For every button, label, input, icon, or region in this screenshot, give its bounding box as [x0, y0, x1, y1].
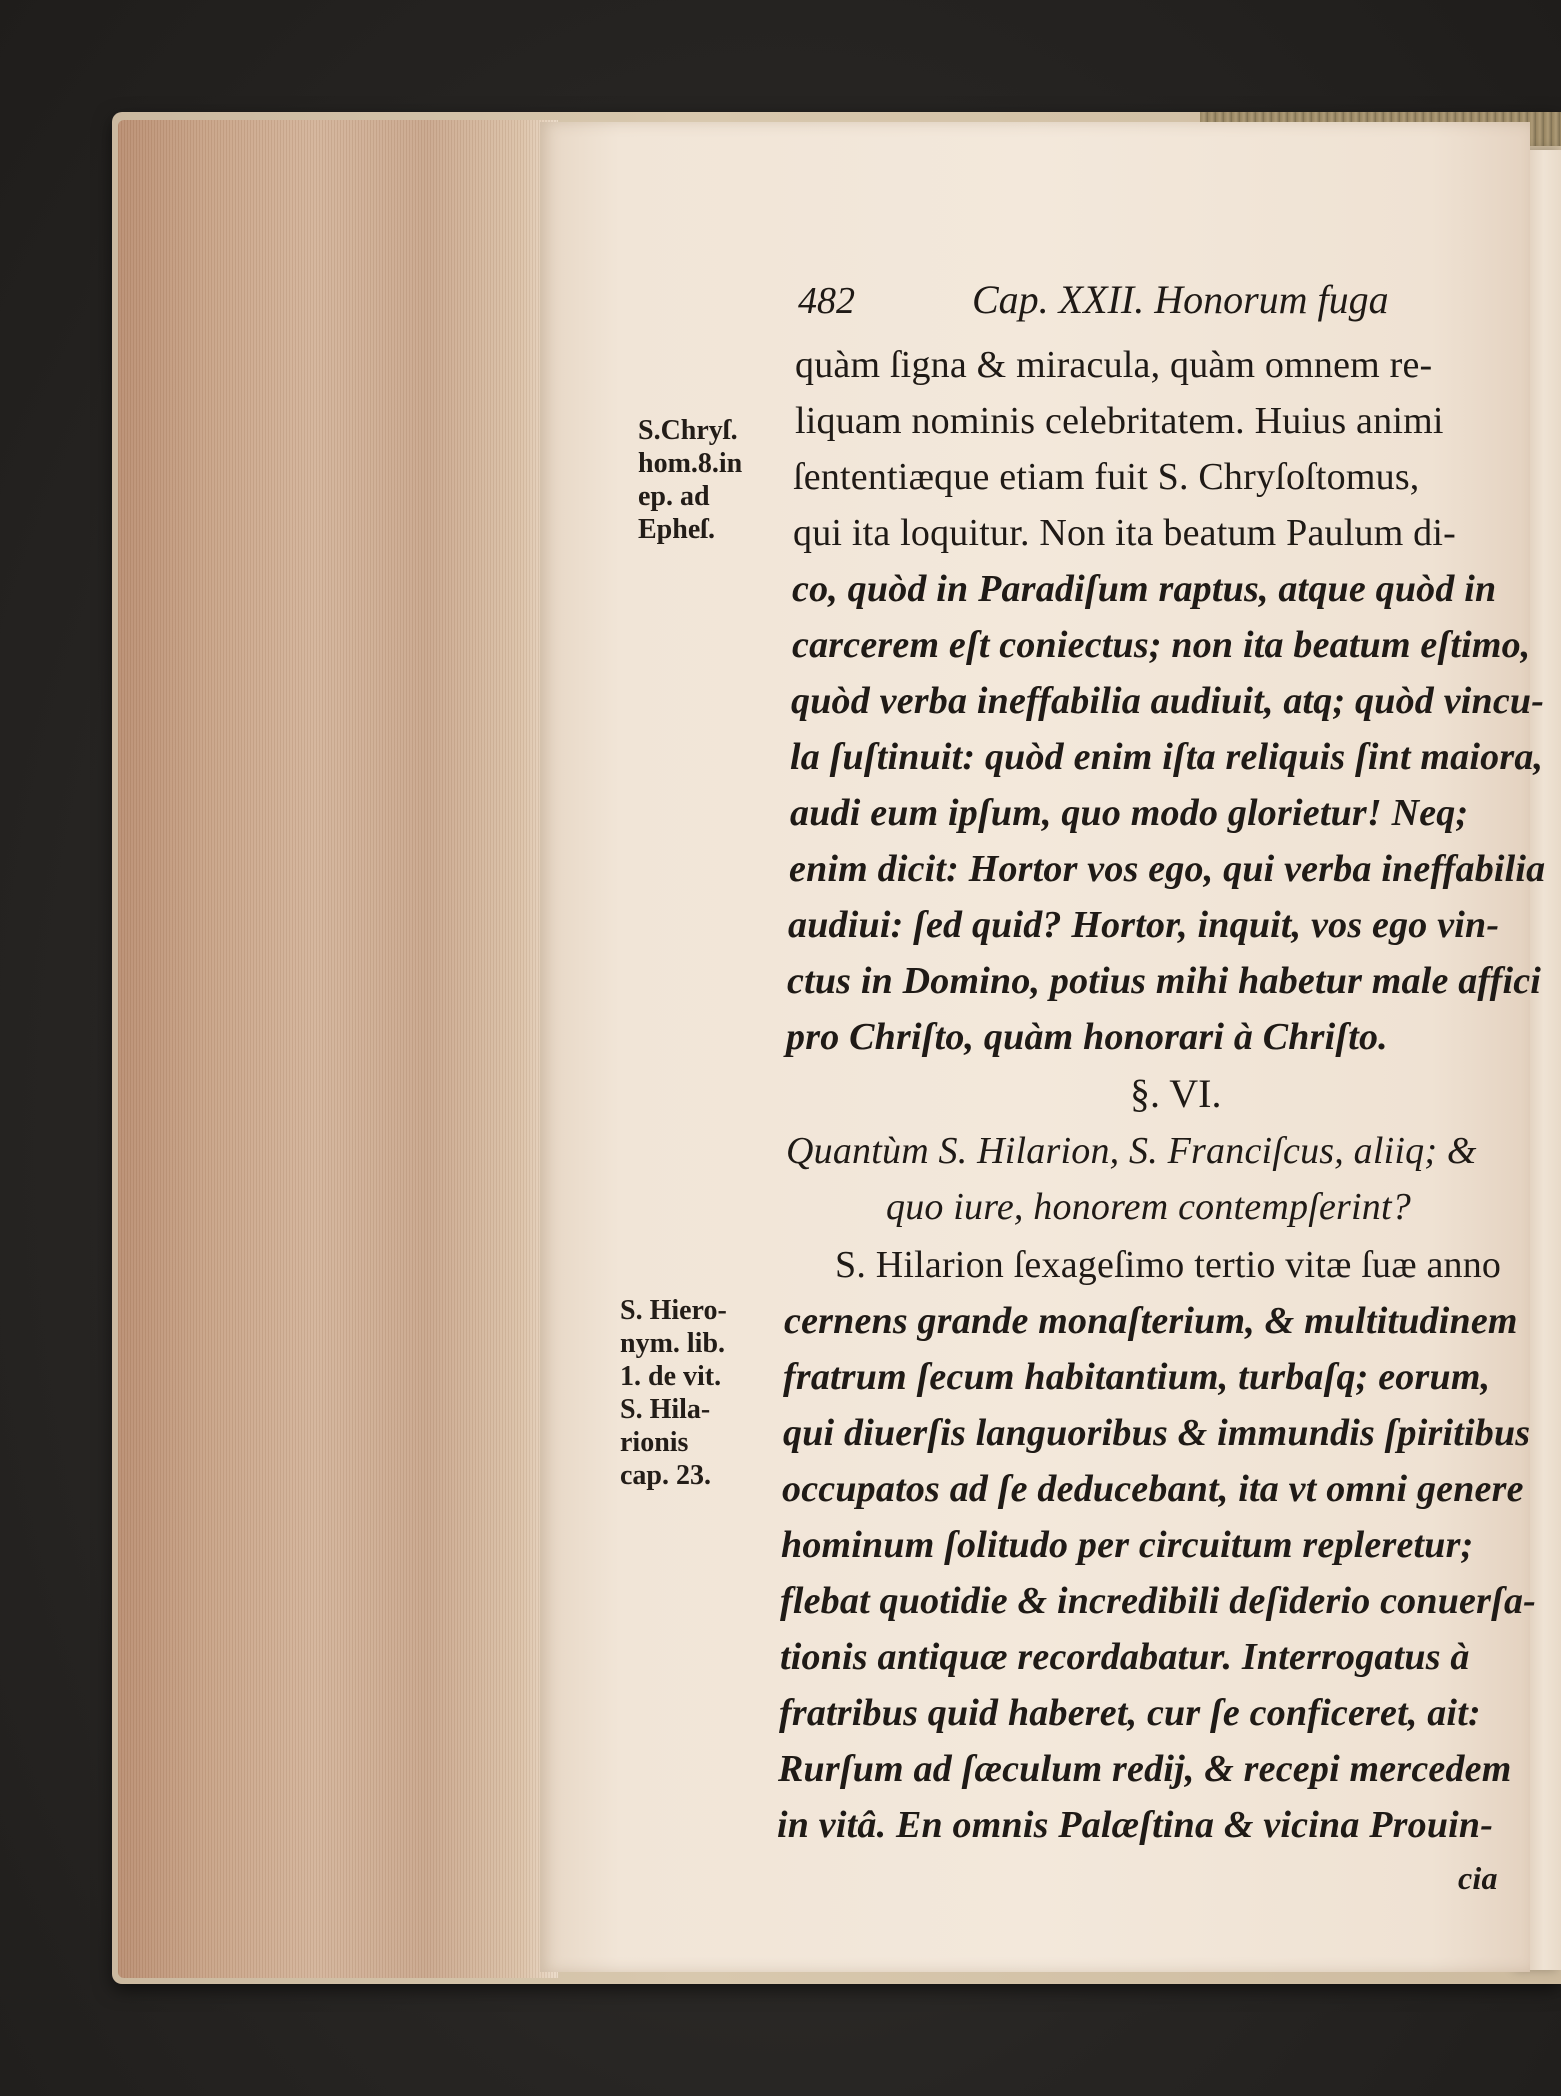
body-line-2: liquam nominis celebritatem. Huius animi	[795, 400, 1444, 442]
page-edges	[118, 120, 558, 1978]
body-line-13: pro Chriſto, quàm honorari à Chriſto.	[786, 1016, 1388, 1058]
body-line-6: carcerem eſt coniectus; non ita beatum eſtimo,	[792, 624, 1531, 666]
body2-line-6: hominum ſolitudo per circuitum repleretur;	[781, 1524, 1474, 1566]
body-line-9: audi eum ipſum, quo modo glorietur! Neq;	[790, 792, 1469, 834]
book-page	[540, 122, 1546, 1972]
page-number: 482	[798, 280, 855, 322]
section-label: §. VI.	[1130, 1071, 1222, 1116]
body-line-1: quàm ſigna & miracula, quàm omnem re-	[795, 344, 1433, 386]
body-line-8: la ſuſtinuit: quòd enim iſta reliquis ſint maiora,	[790, 736, 1544, 778]
body2-line-5: occupatos ad ſe deducebant, ita vt omni genere	[782, 1468, 1524, 1510]
body-line-7: quòd verba ineffabilia audiuit, atq; quòd vincu-	[791, 680, 1545, 722]
body2-line-10: Rurſum ad ſæculum redij, & recepi mercedem	[778, 1748, 1512, 1790]
body-line-12: ctus in Domino, potius mihi habetur male affici	[787, 960, 1542, 1002]
body2-line-1: S. Hilarion ſexageſimo tertio vitæ ſuæ anno	[835, 1244, 1502, 1286]
margin-note-chrysostom: S.Chryſ. hom.8.in ep. ad Epheſ.	[638, 415, 743, 545]
body2-line-8: tionis antiquæ recordabatur. Interrogatus à	[780, 1636, 1470, 1678]
body2-line-3: fratrum ſecum habitantium, turbaſq; eorum,	[783, 1356, 1491, 1398]
body-line-4: qui ita loquitur. Non ita beatum Paulum di-	[793, 512, 1456, 554]
catchword: cia	[1458, 1860, 1498, 1896]
body-line-5: co, quòd in Paradiſum raptus, atque quòd in	[792, 568, 1497, 610]
section-title-line-1: Quantùm S. Hilarion, S. Franciſcus, aliiq; &	[786, 1130, 1477, 1172]
section-title-line-2: quo iure, honorem contempſerint?	[886, 1186, 1411, 1228]
body-line-10: enim dicit: Hortor vos ego, qui verba ineffabilia	[789, 848, 1546, 890]
body-line-3: ſententiæque etiam fuit S. Chryſoſtomus,	[793, 456, 1420, 498]
body-line-11: audiui: ſed quid? Hortor, inquit, vos ego vin-	[788, 904, 1500, 946]
running-head: Cap. XXII. Honorum fuga	[972, 277, 1389, 322]
body2-line-7: flebat quotidie & incredibili deſiderio conuerſa-	[780, 1580, 1536, 1622]
body2-line-2: cernens grande monaſterium, & multitudinem	[784, 1300, 1518, 1342]
body2-line-4: qui diuerſis languoribus & immundis ſpiritibus	[783, 1412, 1531, 1454]
body2-line-11: in vitâ. En omnis Palæſtina & vicina Prouin-	[777, 1804, 1494, 1846]
margin-note-hieronymus: S. Hiero- nym. lib. 1. de vit. S. Hila- rionis cap. 23.	[620, 1295, 727, 1491]
body2-line-9: fratribus quid haberet, cur ſe conficeret, ait:	[779, 1692, 1481, 1734]
